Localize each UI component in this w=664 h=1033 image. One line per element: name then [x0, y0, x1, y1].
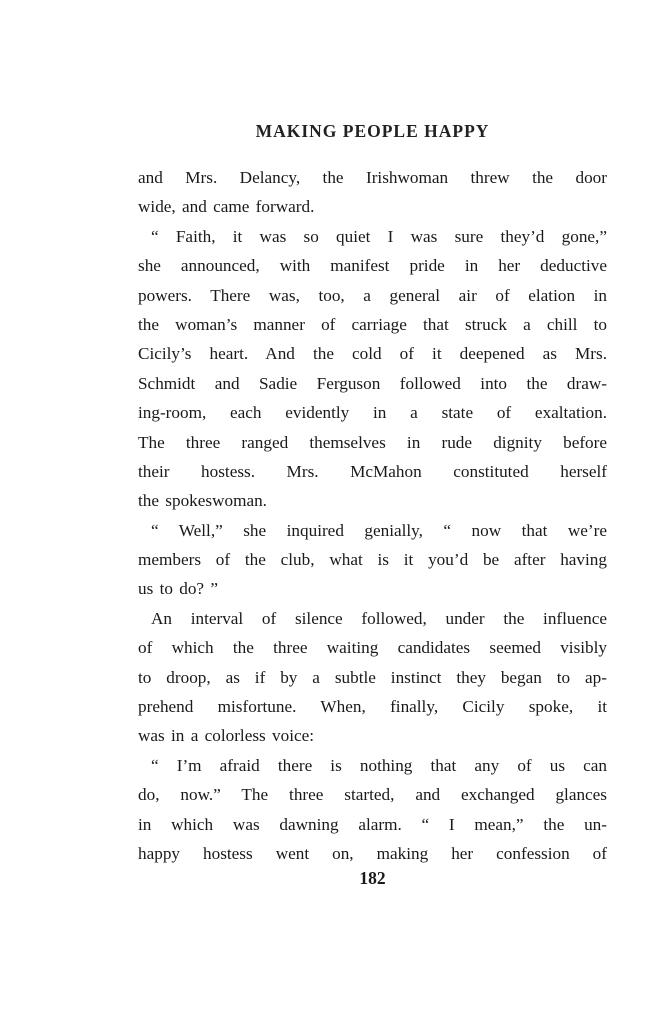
text-line-content: of which the three waiting candidates seemed visibly — [138, 638, 607, 658]
text-line-content: ing-room, each evidently in a state of exaltation. — [138, 403, 607, 423]
text-line-content: the spokeswoman. — [138, 491, 267, 511]
text-line-content: their hostess. Mrs. McMahon constituted herself — [138, 461, 607, 481]
text-line-content: The three ranged themselves in rude dignity before — [138, 432, 607, 452]
text-line — [138, 163, 607, 192]
text-line-content: in which was dawning alarm. “ I mean,” the un- — [138, 814, 607, 834]
text-line — [138, 457, 607, 486]
text-line — [138, 633, 607, 662]
text-line-content: wide, and came forward. — [138, 197, 315, 217]
text-line-content: us to do? ” — [138, 579, 218, 599]
text-line — [138, 692, 607, 721]
text-line — [138, 310, 607, 339]
page-body-text — [138, 163, 607, 868]
text-line-content: powers. There was, too, a general air of elation in — [138, 285, 607, 305]
text-line — [138, 369, 607, 398]
text-line-content: prehend misfortune. When, finally, Cicily spoke, it — [138, 697, 607, 717]
text-line — [138, 398, 607, 427]
text-line — [138, 222, 607, 251]
text-line — [138, 604, 607, 633]
text-line-content: to droop, as if by a subtle instinct they began to ap- — [138, 667, 607, 687]
text-line-content: the woman’s manner of carriage that struck a chill to — [138, 314, 607, 334]
text-line — [138, 780, 607, 809]
text-line — [138, 663, 607, 692]
text-line-content: Schmidt and Sadie Ferguson followed into the draw- — [138, 373, 607, 393]
text-line-content: “ Faith, it was so quiet I was sure they’d gone,” — [151, 226, 607, 246]
text-line — [138, 721, 607, 750]
text-line — [138, 516, 607, 545]
running-header: MAKING PEOPLE HAPPY — [255, 121, 490, 141]
text-line-content: was in a colorless voice: — [138, 726, 315, 746]
text-line — [138, 192, 607, 221]
text-line-content: members of the club, what is it you’d be after having — [138, 550, 607, 570]
text-line-content: happy hostess went on, making her confession of — [138, 843, 607, 863]
text-line — [138, 281, 607, 310]
text-line — [138, 339, 607, 368]
text-line-content: she announced, with manifest pride in her deductive — [138, 256, 607, 276]
text-line-content: do, now.” The three started, and exchanged glances — [138, 785, 607, 805]
text-line-content: and Mrs. Delancy, the Irishwoman threw the door — [138, 168, 607, 187]
text-line-content: Cicily’s heart. And the cold of it deepened as Mrs. — [138, 344, 607, 364]
text-line — [138, 839, 607, 868]
text-line-content: “ Well,” she inquired genially, “ now that we’re — [151, 520, 607, 540]
text-line-content: “ I’m afraid there is nothing that any of us can — [151, 755, 607, 775]
text-line — [138, 545, 607, 574]
text-line — [138, 251, 607, 280]
page-number: 182 — [359, 868, 386, 888]
text-line — [138, 486, 607, 515]
text-line — [138, 810, 607, 839]
text-line — [138, 574, 607, 603]
text-line — [138, 751, 607, 780]
text-line — [138, 428, 607, 457]
text-line-content: An interval of silence followed, under the influence — [151, 608, 607, 628]
